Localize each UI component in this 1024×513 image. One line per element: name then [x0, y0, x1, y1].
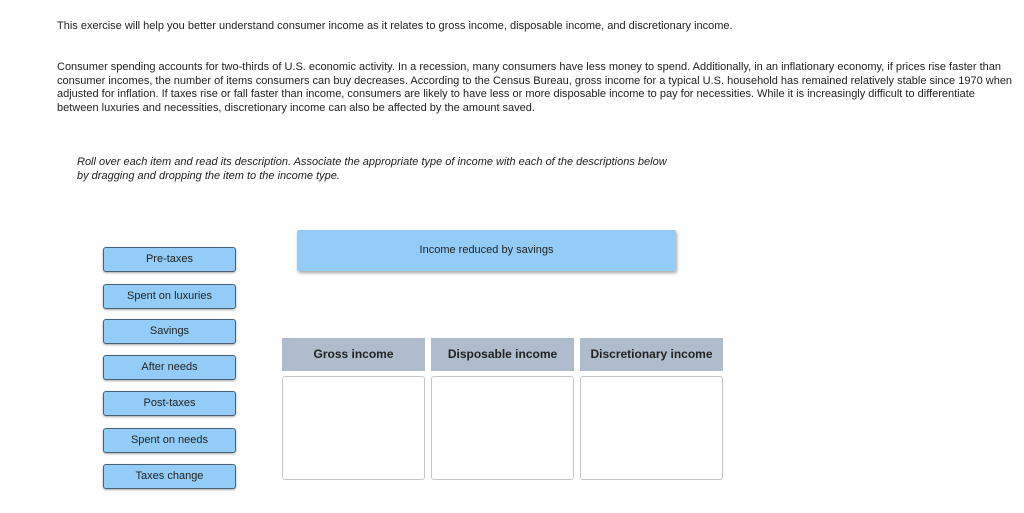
- drag-item-after-needs[interactable]: After needs: [103, 355, 236, 380]
- category-header-discretionary-income: [580, 338, 723, 371]
- drag-item-spent-on-luxuries[interactable]: Spent on luxuries: [103, 284, 236, 309]
- drag-item-savings[interactable]: Savings: [103, 319, 236, 344]
- category-label: Discretionary income: [590, 347, 713, 361]
- drag-item-spent-on-needs[interactable]: Spent on needs: [103, 428, 236, 453]
- drop-zone-discretionary-income[interactable]: [580, 376, 723, 480]
- instructions-text: Roll over each item and read its description. Associate the appropriate type of income with each of the descriptions below by dragging and dropping the item to the income type.: [77, 156, 667, 182]
- intro-text: This exercise will help you better understand consumer income as it relates to gross income, disposable income, and discretionary income.: [57, 20, 733, 32]
- drag-item-taxes-change[interactable]: Taxes change: [103, 464, 236, 489]
- context-paragraph: Consumer spending accounts for two-thirds of U.S. economic activity. In a recession, many consumers have less money to spend. Additionally, in an inflationary economy, if prices rise faster than consumer incomes, the number of items consumers can buy decreases. According to the Census Bureau, gross income for a typical U.S. household has remained relatively stable since 1970 when adjusted for inflation. If taxes rise or fall faster than income, consumers are likely to have less or more disposable income to pay for necessities. While it is increasingly difficult to differentiate between luxuries and necessities, discretionary income can also be affected by the amount saved.: [57, 61, 1013, 114]
- category-header-gross-income: [282, 338, 425, 371]
- drag-item-pre-taxes[interactable]: Pre-taxes: [103, 247, 236, 272]
- drop-zone-disposable-income[interactable]: [431, 376, 574, 480]
- category-label: Gross income: [313, 347, 394, 361]
- category-header-disposable-income: [431, 338, 574, 371]
- drop-zone-gross-income[interactable]: [282, 376, 425, 480]
- drag-item-post-taxes[interactable]: Post-taxes: [103, 391, 236, 416]
- category-label: Disposable income: [447, 347, 558, 361]
- description-card[interactable]: Income reduced by savings: [297, 230, 676, 271]
